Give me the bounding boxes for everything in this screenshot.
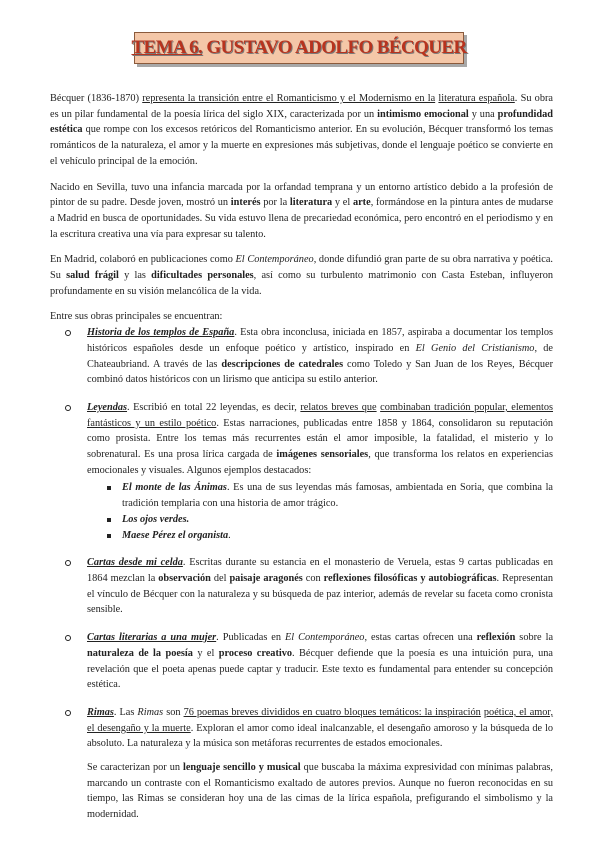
sub-item-monte bbox=[87, 480, 553, 511]
square-bullet-icon bbox=[107, 518, 111, 522]
bold-text: intimismo emocional bbox=[377, 108, 469, 120]
works-list bbox=[50, 325, 553, 752]
title-banner bbox=[131, 32, 467, 64]
circle-bullet-icon bbox=[65, 710, 71, 716]
text: Nacido en Sevilla, tuvo una infancia marcada por la orfandad temprana y un entorno artístico debido a la profesión de pintor de su padre. Desde joven, mostró un bbox=[50, 181, 553, 209]
text: del bbox=[210, 572, 230, 584]
underlined-text: relatos breves que bbox=[300, 401, 377, 413]
bold-text: interés bbox=[230, 197, 261, 209]
bold-text: reflexiones filosóficas y autobiográficas bbox=[323, 572, 497, 584]
bold-text: paisaje aragonés bbox=[229, 572, 303, 584]
bold-text: observación bbox=[158, 572, 211, 584]
document-body bbox=[50, 91, 553, 823]
works-intro: Entre sus obras principales se encuentran: bbox=[50, 311, 223, 323]
work-title: Cartas literarias a una mujer bbox=[87, 632, 217, 644]
text: . Esta obra inconclusa, iniciada en 1857, aspiraba a documentar los templos históricos españoles desde un enfoque poético y artístico, inspirado en bbox=[87, 327, 553, 354]
text: . bbox=[228, 529, 231, 541]
text: . Las bbox=[113, 706, 138, 718]
text: . Bécquer defiende que la poesía es una intuición pura, una revelación que el poeta apenas puede captar y traducir. Este texto es fundamental para entender su concepción estética. bbox=[87, 647, 553, 691]
bold-text: proceso creativo bbox=[218, 647, 293, 659]
list-item-cartas-mujer bbox=[50, 630, 553, 693]
text: . Exploran el amor como ideal inalcanzable, el desengaño amoroso y la búsqueda de lo absoluto. La naturaleza y la música son metáforas recurrentes de estados emocionales. bbox=[87, 722, 554, 750]
text: . Representan el vínculo de Bécquer con la naturaleza y su búsqueda de paz interior, además de revelar su faceta como cronista sensible. bbox=[87, 572, 553, 616]
legend-title: Maese Pérez el organista bbox=[122, 529, 229, 541]
circle-bullet-icon bbox=[65, 560, 71, 566]
underlined-text: 76 poemas breves divididos en cuatro bloques temáticos: la inspiración bbox=[183, 706, 481, 718]
bold-text: literatura bbox=[289, 197, 333, 209]
text: como Toledo y San Juan de los Reyes, Bécquer combinó datos históricos con un lirismo que anticipa su estilo anterior. bbox=[87, 358, 554, 386]
text: Bécquer (1836-1870) bbox=[50, 93, 143, 104]
work-title: Cartas desde mi celda bbox=[87, 557, 183, 569]
bold-text: dificultades personales bbox=[151, 270, 254, 282]
circle-bullet-icon bbox=[65, 635, 71, 641]
text: , donde difundió gran parte de su obra narrativa y poética. Su bbox=[50, 254, 553, 282]
italic-text: El Contemporáneo bbox=[235, 254, 314, 266]
work-title: Leyendas bbox=[87, 401, 128, 413]
underlined-text: representa la transición entre el Romanticismo y el Modernismo en la bbox=[142, 93, 436, 104]
legend-examples-list bbox=[87, 480, 553, 543]
text: son bbox=[163, 706, 184, 718]
list-item-historia bbox=[50, 325, 553, 388]
text: y el bbox=[192, 647, 219, 659]
square-bullet-icon bbox=[107, 486, 111, 490]
bold-text: imágenes sensoriales bbox=[276, 449, 369, 461]
sub-item-maese bbox=[87, 528, 553, 544]
text: , que transforma los relatos en experiencias emocionales y visuales. Algunos ejemplos destacados: bbox=[87, 449, 553, 476]
title-name: GUSTAVO ADOLFO BÉCQUER bbox=[202, 37, 467, 58]
text: . Estas narraciones, publicadas entre 1858 y 1864, consolidaron su reputación como prosista. Entre los temas más recurrentes están el amor imposible, la fatalidad, el misterio y lo sobrenatural. Es una prosa lírica cargada de bbox=[87, 417, 553, 461]
italic-text: Rimas bbox=[137, 706, 164, 718]
text: y una bbox=[468, 108, 498, 120]
text: que buscaba la máxima expresividad con mínimas palabras, marcando un contraste con el Romanticismo exaltado de autores previos. Aunque no fueron reconocidas en su tiempo, las Rimas se consideran hoy una de las cimas de la lírica española, prefigurando el simbolismo y la modernidad. bbox=[87, 762, 554, 821]
bold-text: descripciones de catedrales bbox=[221, 358, 344, 370]
text: . Escritas durante su estancia en el monasterio de Veruela, estas 9 cartas publicadas en 1864 mezclan la bbox=[87, 557, 553, 584]
text: y las bbox=[118, 270, 152, 282]
circle-bullet-icon bbox=[65, 330, 71, 336]
list-item-leyendas bbox=[50, 400, 553, 543]
bold-text: profundidad estética bbox=[50, 108, 553, 136]
bold-text: naturaleza de la poesía bbox=[87, 647, 193, 659]
legend-title: Los ojos verdes. bbox=[122, 513, 190, 525]
title-number: TEMA 6. bbox=[131, 37, 203, 58]
italic-text: El Genio del Cristianismo bbox=[415, 342, 535, 354]
text: . Escribió en total 22 leyendas, es decir, bbox=[127, 401, 301, 413]
work-title: Rimas bbox=[87, 706, 114, 718]
underlined-text: literatura española bbox=[438, 93, 515, 104]
list-item-rimas bbox=[50, 705, 553, 752]
paragraph-intro bbox=[50, 91, 553, 170]
square-bullet-icon bbox=[107, 534, 111, 538]
paragraph-biography bbox=[50, 180, 553, 243]
legend-title: El monte de las Ánimas bbox=[122, 482, 227, 494]
bold-text: reflexión bbox=[476, 632, 516, 644]
work-title: Historia de los templos de España bbox=[87, 327, 235, 339]
text: Se caracterizan por un bbox=[87, 762, 183, 774]
text: . Su obra es un pilar fundamental de la poesía lírica del siglo XIX, caracterizada por un bbox=[50, 93, 553, 120]
italic-text: El Contemporáneo bbox=[284, 632, 365, 644]
bold-text: salud frágil bbox=[66, 270, 119, 282]
sub-item-ojos bbox=[87, 512, 553, 528]
text: con bbox=[302, 572, 324, 584]
text: , así como su turbulento matrimonio con Casta Esteban, influyeron profundamente en su visión melancólica de la vida. bbox=[50, 270, 554, 297]
text: por la bbox=[260, 197, 290, 209]
text: y el bbox=[332, 197, 353, 209]
text: sobre la bbox=[515, 632, 554, 644]
bold-text: arte bbox=[352, 197, 371, 209]
paragraph-madrid bbox=[50, 252, 553, 299]
text: que rompe con los excesos retóricos del Romanticismo anterior. En su evolución, Bécquer transformó los temas románticos de la naturaleza, el amor y la muerte en expresiones más subjetivas, donde el lenguaje poético se convierte en el vehículo principal de la emoción. bbox=[50, 124, 553, 167]
circle-bullet-icon bbox=[65, 405, 71, 411]
text: , estas cartas ofrecen una bbox=[364, 632, 477, 644]
text: , formándose en la pintura antes de mudarse a Madrid en busca de oportunidades. Su vida estuvo llena de precariedad económica, pero encontró en el periodismo y en la escritura creativa una vía para expresar su talento. bbox=[50, 197, 554, 240]
bold-text: lenguaje sencillo y musical bbox=[183, 762, 301, 774]
text: En Madrid, colaboró en publicaciones como bbox=[50, 254, 236, 266]
underlined-text: combinaban tradición popular, elementos fantásticos y un estilo poético bbox=[87, 401, 553, 429]
underlined-text: poética, el amor, el desengaño y la muerte bbox=[87, 706, 554, 734]
text: . Publicadas en bbox=[216, 632, 285, 644]
list-item-cartas-celda bbox=[50, 555, 553, 618]
page-title bbox=[131, 37, 466, 59]
paragraph-rimas-closing bbox=[50, 760, 553, 823]
text: . Es una de sus leyendas más famosas, ambientada en Soria, que combina la tradición templaria con una historia de amor trágico. bbox=[122, 482, 554, 510]
text: , de Chateaubriand. A través de las bbox=[87, 342, 553, 370]
